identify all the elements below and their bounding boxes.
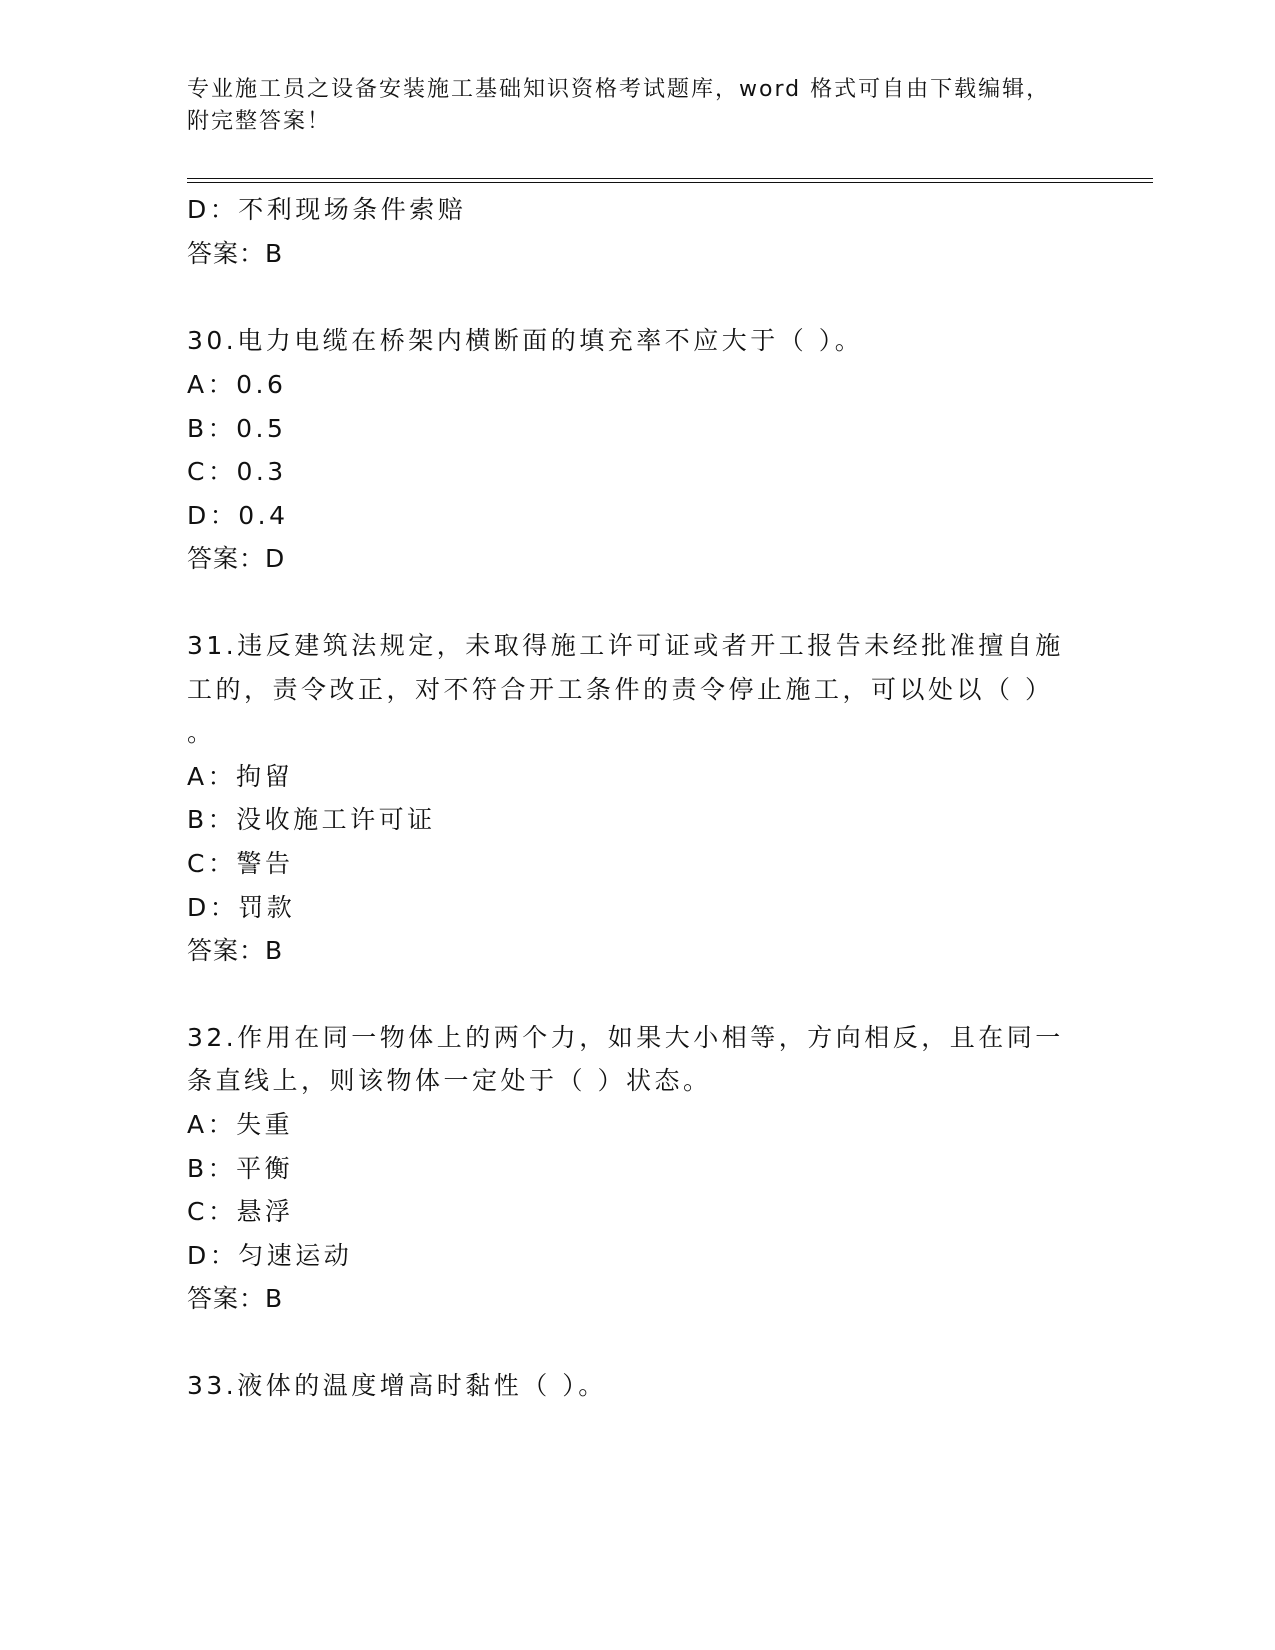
header-divider-top [187, 178, 1153, 179]
q32-stem-line-2: 条直线上，则该物体一定处于（ ）状态。 [187, 1066, 712, 1095]
q32-option-b: B：平衡 [187, 1154, 294, 1183]
prev-option-d: D：不利现场条件索赔 [187, 195, 467, 224]
q31-option-d: D：罚款 [187, 893, 296, 922]
q31-option-b: B：没收施工许可证 [187, 805, 436, 834]
q30-stem-line-1: 30.电力电缆在桥架内横断面的填充率不应大于（ ）。 [187, 326, 864, 355]
q32-option-a: A：失重 [187, 1110, 294, 1139]
q31-stem-line-2: 工的，责令改正，对不符合开工条件的责令停止施工，可以处以（ ） [187, 675, 1054, 704]
q30-option-b: B：0.5 [187, 414, 287, 443]
header-line-2: 附完整答案！ [187, 109, 332, 134]
q32-stem-line-1: 32.作用在同一物体上的两个力，如果大小相等，方向相反，且在同一 [187, 1023, 1064, 1052]
q32-option-d: D：匀速运动 [187, 1241, 353, 1270]
q32-option-c: C：悬浮 [187, 1197, 294, 1226]
q30-option-c: C：0.3 [187, 457, 287, 486]
q32-answer: 答案：B [187, 1284, 284, 1313]
q31-option-c: C：警告 [187, 849, 294, 878]
q30-option-a: A：0.6 [187, 370, 287, 399]
q31-stem-line-1: 31.违反建筑法规定，未取得施工许可证或者开工报告未经批准擅自施 [187, 631, 1064, 660]
q30-answer: 答案：D [187, 544, 286, 573]
document-header [187, 74, 1087, 138]
q30-option-d: D：0.4 [187, 501, 289, 530]
q31-stem-line-3: 。 [187, 718, 216, 747]
q31-answer: 答案：B [187, 936, 284, 965]
q33-stem-line-1: 33.液体的温度增高时黏性（ ）。 [187, 1371, 607, 1400]
header-divider-bottom [187, 182, 1153, 183]
header-line-1: 专业施工员之设备安装施工基础知识资格考试题库，word 格式可自由下载编辑， [187, 77, 1051, 102]
q31-option-a: A：拘留 [187, 762, 294, 791]
prev-answer: 答案：B [187, 239, 284, 268]
